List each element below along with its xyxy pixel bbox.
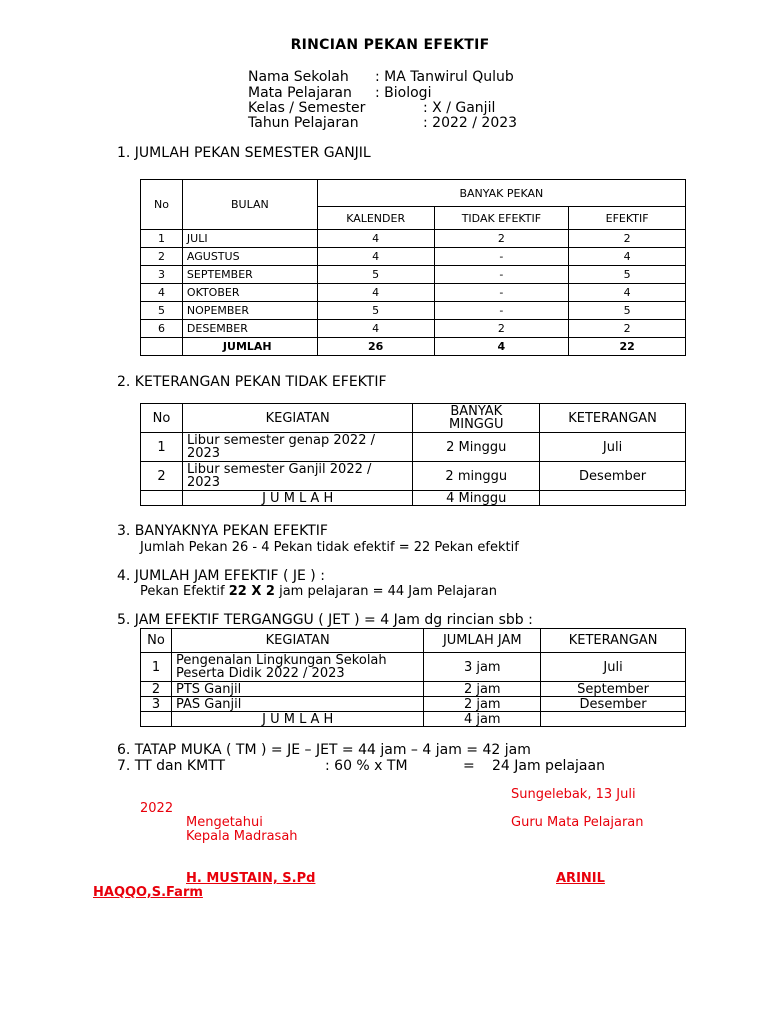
cell-tidak-efektif: 2 <box>434 320 569 338</box>
info-value: : Biologi <box>375 85 432 101</box>
section-7-result: 24 Jam pelajaan <box>492 758 605 774</box>
cell-no: 3 <box>141 697 172 712</box>
place-date: Sungelebak, 13 Juli <box>511 787 636 802</box>
activities-table <box>140 403 686 506</box>
section-4-text-post: jam pelajaran = 44 Jam Pelajaran <box>274 584 497 599</box>
total-tidak-efektif: 4 <box>434 338 569 356</box>
cell-kalender: 5 <box>317 302 434 320</box>
table-row <box>141 230 686 248</box>
cell-efektif: 5 <box>569 266 686 284</box>
cell-kalender: 4 <box>317 248 434 266</box>
table-row <box>141 302 686 320</box>
cell-banyak-minggu: 2 minggu <box>413 462 540 491</box>
cell-kalender: 4 <box>317 284 434 302</box>
section-4-text-bold: 22 X 2 <box>228 584 275 599</box>
mengetahui-label: Mengetahui <box>186 815 263 830</box>
teacher-title: Guru Mata Pelajaran <box>511 815 644 830</box>
cell-bulan: OKTOBER <box>182 284 317 302</box>
section-4-heading: 4. JUMLAH JAM EFEKTIF ( JE ) : <box>117 568 325 584</box>
cell-jumlah-jam: 2 jam <box>424 697 541 712</box>
section-7-equals: = <box>463 758 475 774</box>
table-row <box>141 284 686 302</box>
info-value: : MA Tanwirul Qulub <box>375 69 514 85</box>
cell-banyak-minggu: 2 Minggu <box>413 433 540 462</box>
cell-no: 4 <box>141 284 183 302</box>
cell-jumlah-jam: 3 jam <box>424 653 541 682</box>
table-row <box>141 697 686 712</box>
cell-no: 2 <box>141 682 172 697</box>
cell-efektif: 2 <box>569 230 686 248</box>
cell-kegiatan: Pengenalan Lingkungan Sekolah Peserta Didik 2022 / 2023 <box>171 653 423 682</box>
cell-no: 6 <box>141 320 183 338</box>
section-3-heading: 3. BANYAKNYA PEKAN EFEKTIF <box>117 523 328 539</box>
header-efektif: EFEKTIF <box>569 207 686 230</box>
disrupted-hours-table <box>140 628 686 727</box>
total-jam: 4 jam <box>424 712 541 727</box>
cell-no: 3 <box>141 266 183 284</box>
total-row <box>141 712 686 727</box>
table-row <box>141 682 686 697</box>
total-efektif: 22 <box>569 338 686 356</box>
info-value: : X / Ganjil <box>423 100 496 116</box>
cell-keterangan: Juli <box>540 433 686 462</box>
header-keterangan: KETERANGAN <box>540 404 686 433</box>
weeks-table <box>140 179 686 356</box>
header-jumlah-jam: JUMLAH JAM <box>424 629 541 653</box>
cell-bulan: SEPTEMBER <box>182 266 317 284</box>
cell-no: 2 <box>141 462 183 491</box>
total-row <box>141 491 686 506</box>
info-label: Kelas / Semester <box>248 100 366 116</box>
total-label: J U M L A H <box>182 491 412 506</box>
table-row <box>141 266 686 284</box>
section-2-heading: 2. KETERANGAN PEKAN TIDAK EFEKTIF <box>117 374 387 390</box>
header-no: No <box>141 180 183 230</box>
principal-name: H. MUSTAIN, S.Pd <box>186 871 316 886</box>
principal-title: Kepala Madrasah <box>186 829 298 844</box>
section-3-text: Jumlah Pekan 26 - 4 Pekan tidak efektif = 22 Pekan efektif <box>140 540 519 555</box>
header-banyak-pekan: BANYAK PEKAN <box>317 180 685 207</box>
table-row <box>141 320 686 338</box>
section-4-text-pre: Pekan Efektif <box>140 584 229 599</box>
cell-keterangan: September <box>541 682 686 697</box>
teacher-name-part1: ARINIL <box>556 871 605 886</box>
header-kegiatan: KEGIATAN <box>171 629 423 653</box>
cell-empty <box>540 491 686 506</box>
table-row <box>141 462 686 491</box>
info-label: Mata Pelajaran <box>248 85 352 101</box>
section-7-label: 7. TT dan KMTT <box>117 758 226 774</box>
header-no: No <box>141 404 183 433</box>
cell-keterangan: Desember <box>541 697 686 712</box>
cell-efektif: 5 <box>569 302 686 320</box>
info-label: Tahun Pelajaran <box>248 115 359 131</box>
cell-bulan: DESEMBER <box>182 320 317 338</box>
cell-no: 1 <box>141 653 172 682</box>
cell-kalender: 4 <box>317 320 434 338</box>
cell-empty <box>141 712 172 727</box>
cell-keterangan: Juli <box>541 653 686 682</box>
total-label: JUMLAH <box>182 338 317 356</box>
cell-no: 1 <box>141 433 183 462</box>
cell-empty <box>141 338 183 356</box>
section-6-line: 6. TATAP MUKA ( TM ) = JE – JET = 44 jam – 4 jam = 42 jam <box>117 742 531 758</box>
total-row <box>141 338 686 356</box>
section-5-heading: 5. JAM EFEKTIF TERGANGGU ( JET ) = 4 Jam dg rincian sbb : <box>117 612 533 628</box>
cell-empty <box>141 491 183 506</box>
cell-no: 2 <box>141 248 183 266</box>
header-kalender: KALENDER <box>317 207 434 230</box>
total-label: J U M L A H <box>171 712 423 727</box>
cell-keterangan: Desember <box>540 462 686 491</box>
teacher-name-part2: HAQQO,S.Farm <box>93 885 203 900</box>
section-4-text <box>140 584 497 599</box>
cell-kalender: 5 <box>317 266 434 284</box>
header-kegiatan: KEGIATAN <box>182 404 412 433</box>
cell-kegiatan: PTS Ganjil <box>171 682 423 697</box>
date-year: 2022 <box>140 801 174 816</box>
cell-efektif: 4 <box>569 248 686 266</box>
cell-no: 5 <box>141 302 183 320</box>
cell-kalender: 4 <box>317 230 434 248</box>
cell-tidak-efektif: - <box>434 266 569 284</box>
cell-efektif: 4 <box>569 284 686 302</box>
header-bulan: BULAN <box>182 180 317 230</box>
header-banyak-minggu: BANYAK MINGGU <box>413 404 540 433</box>
section-1-heading: 1. JUMLAH PEKAN SEMESTER GANJIL <box>117 145 371 161</box>
cell-kegiatan: Libur semester genap 2022 / 2023 <box>182 433 412 462</box>
cell-kegiatan: Libur semester Ganjil 2022 / 2023 <box>182 462 412 491</box>
total-kalender: 26 <box>317 338 434 356</box>
header-tidak-efektif: TIDAK EFEKTIF <box>434 207 569 230</box>
header-no: No <box>141 629 172 653</box>
cell-tidak-efektif: - <box>434 248 569 266</box>
section-7-formula: : 60 % x TM <box>325 758 408 774</box>
cell-no: 1 <box>141 230 183 248</box>
info-label: Nama Sekolah <box>248 69 349 85</box>
cell-bulan: JULI <box>182 230 317 248</box>
cell-bulan: AGUSTUS <box>182 248 317 266</box>
cell-empty <box>541 712 686 727</box>
table-row <box>141 433 686 462</box>
cell-tidak-efektif: - <box>434 284 569 302</box>
table-row <box>141 248 686 266</box>
cell-bulan: NOPEMBER <box>182 302 317 320</box>
cell-tidak-efektif: - <box>434 302 569 320</box>
page-title: RINCIAN PEKAN EFEKTIF <box>290 37 490 53</box>
header-keterangan: KETERANGAN <box>541 629 686 653</box>
info-value: : 2022 / 2023 <box>423 115 518 131</box>
cell-efektif: 2 <box>569 320 686 338</box>
cell-jumlah-jam: 2 jam <box>424 682 541 697</box>
cell-kegiatan: PAS Ganjil <box>171 697 423 712</box>
cell-tidak-efektif: 2 <box>434 230 569 248</box>
table-row <box>141 653 686 682</box>
total-minggu: 4 Minggu <box>413 491 540 506</box>
